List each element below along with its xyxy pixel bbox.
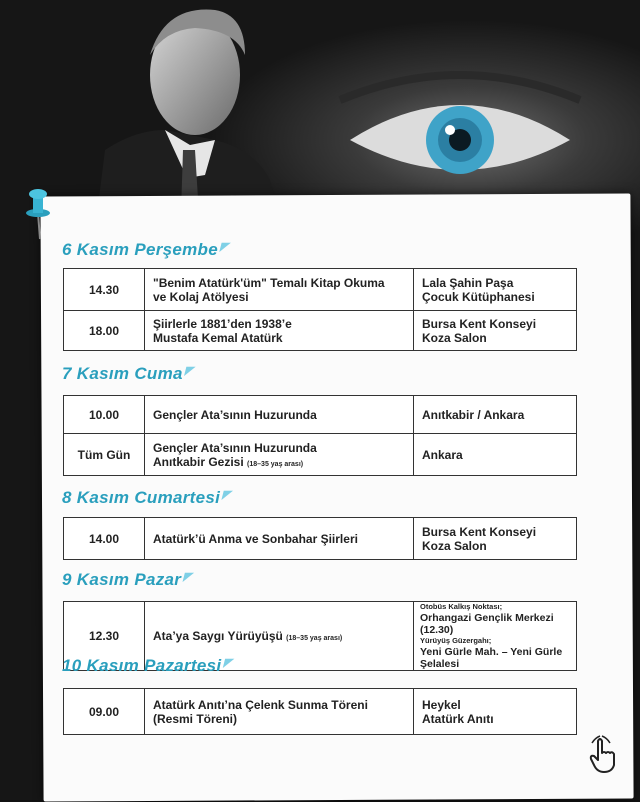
event-time: 12.30 bbox=[64, 602, 145, 671]
sparkle-icon: ◤ bbox=[220, 241, 229, 253]
event-time: 09.00 bbox=[64, 689, 145, 735]
eye-image bbox=[330, 60, 590, 200]
sparkle-icon: ◤ bbox=[183, 571, 192, 583]
schedule-table bbox=[63, 395, 577, 476]
sparkle-icon: ◤ bbox=[223, 657, 233, 669]
event-place: Anıtkabir / Ankara bbox=[414, 396, 577, 434]
event-title: Gençler Ata’sının Huzurunda Anıtkabir Gezisi (18–35 yaş arası) bbox=[145, 434, 414, 476]
schedule-table bbox=[63, 517, 577, 560]
event-place: Bursa Kent Konseyi Koza Salon bbox=[414, 518, 577, 560]
section-title-8-kasim: 8 Kasım Cumartesi ◤ bbox=[62, 488, 231, 507]
table-row bbox=[64, 311, 577, 351]
section-title-7-kasim: 7 Kasım Cuma ◤ bbox=[62, 364, 194, 383]
event-title: Ata’ya Saygı Yürüyüşü (18–35 yaş arası) bbox=[145, 602, 414, 671]
table-row bbox=[64, 689, 577, 735]
table-row bbox=[64, 518, 577, 560]
event-time: 18.00 bbox=[64, 311, 145, 351]
event-time: 14.00 bbox=[64, 518, 145, 560]
event-title: "Benim Atatürk'üm" Temalı Kitap Okuma ve Kolaj Atölyesi bbox=[145, 269, 414, 311]
event-time: Tüm Gün bbox=[64, 434, 145, 476]
event-title: Şiirlerle 1881’den 1938’e Mustafa Kemal Atatürk bbox=[145, 311, 414, 351]
event-time: 14.30 bbox=[64, 269, 145, 311]
event-time: 10.00 bbox=[64, 396, 145, 434]
table-row bbox=[64, 269, 577, 311]
event-title: Atatürk Anıtı’na Çelenk Sunma Töreni (Resmi Töreni) bbox=[145, 689, 414, 735]
section-title-6-kasim: 6 Kasım Perşembe ◤ bbox=[62, 240, 229, 259]
table-row bbox=[64, 434, 577, 476]
event-place: Ankara bbox=[414, 434, 577, 476]
schedule-table bbox=[63, 268, 577, 351]
event-place: Bursa Kent Konseyi Koza Salon bbox=[414, 311, 577, 351]
section-title-10-kasim: 10 Kasım Pazartesi ◤ bbox=[62, 656, 233, 675]
event-title: Gençler Ata’sının Huzurunda bbox=[145, 396, 414, 434]
event-title: Atatürk’ü Anma ve Sonbahar Şiirleri bbox=[145, 518, 414, 560]
table-row bbox=[64, 396, 577, 434]
sparkle-icon: ◤ bbox=[222, 489, 231, 501]
hand-pointer-icon[interactable] bbox=[586, 735, 622, 775]
event-place: Otobüs Kalkış Noktası; Orhangazi Gençlik Merkezi (12.30) Yürüyüş Güzergahı; Yeni Gürle Mah. – Yeni Gürle Şelalesi bbox=[414, 602, 577, 671]
schedule-table bbox=[63, 688, 577, 735]
event-place: Lala Şahin Paşa Çocuk Kütüphanesi bbox=[414, 269, 577, 311]
section-title-9-kasim: 9 Kasım Pazar ◤ bbox=[62, 570, 192, 589]
event-place: Heykel Atatürk Anıtı bbox=[414, 689, 577, 735]
sparkle-icon: ◤ bbox=[184, 365, 194, 377]
pushpin-icon bbox=[18, 183, 58, 243]
